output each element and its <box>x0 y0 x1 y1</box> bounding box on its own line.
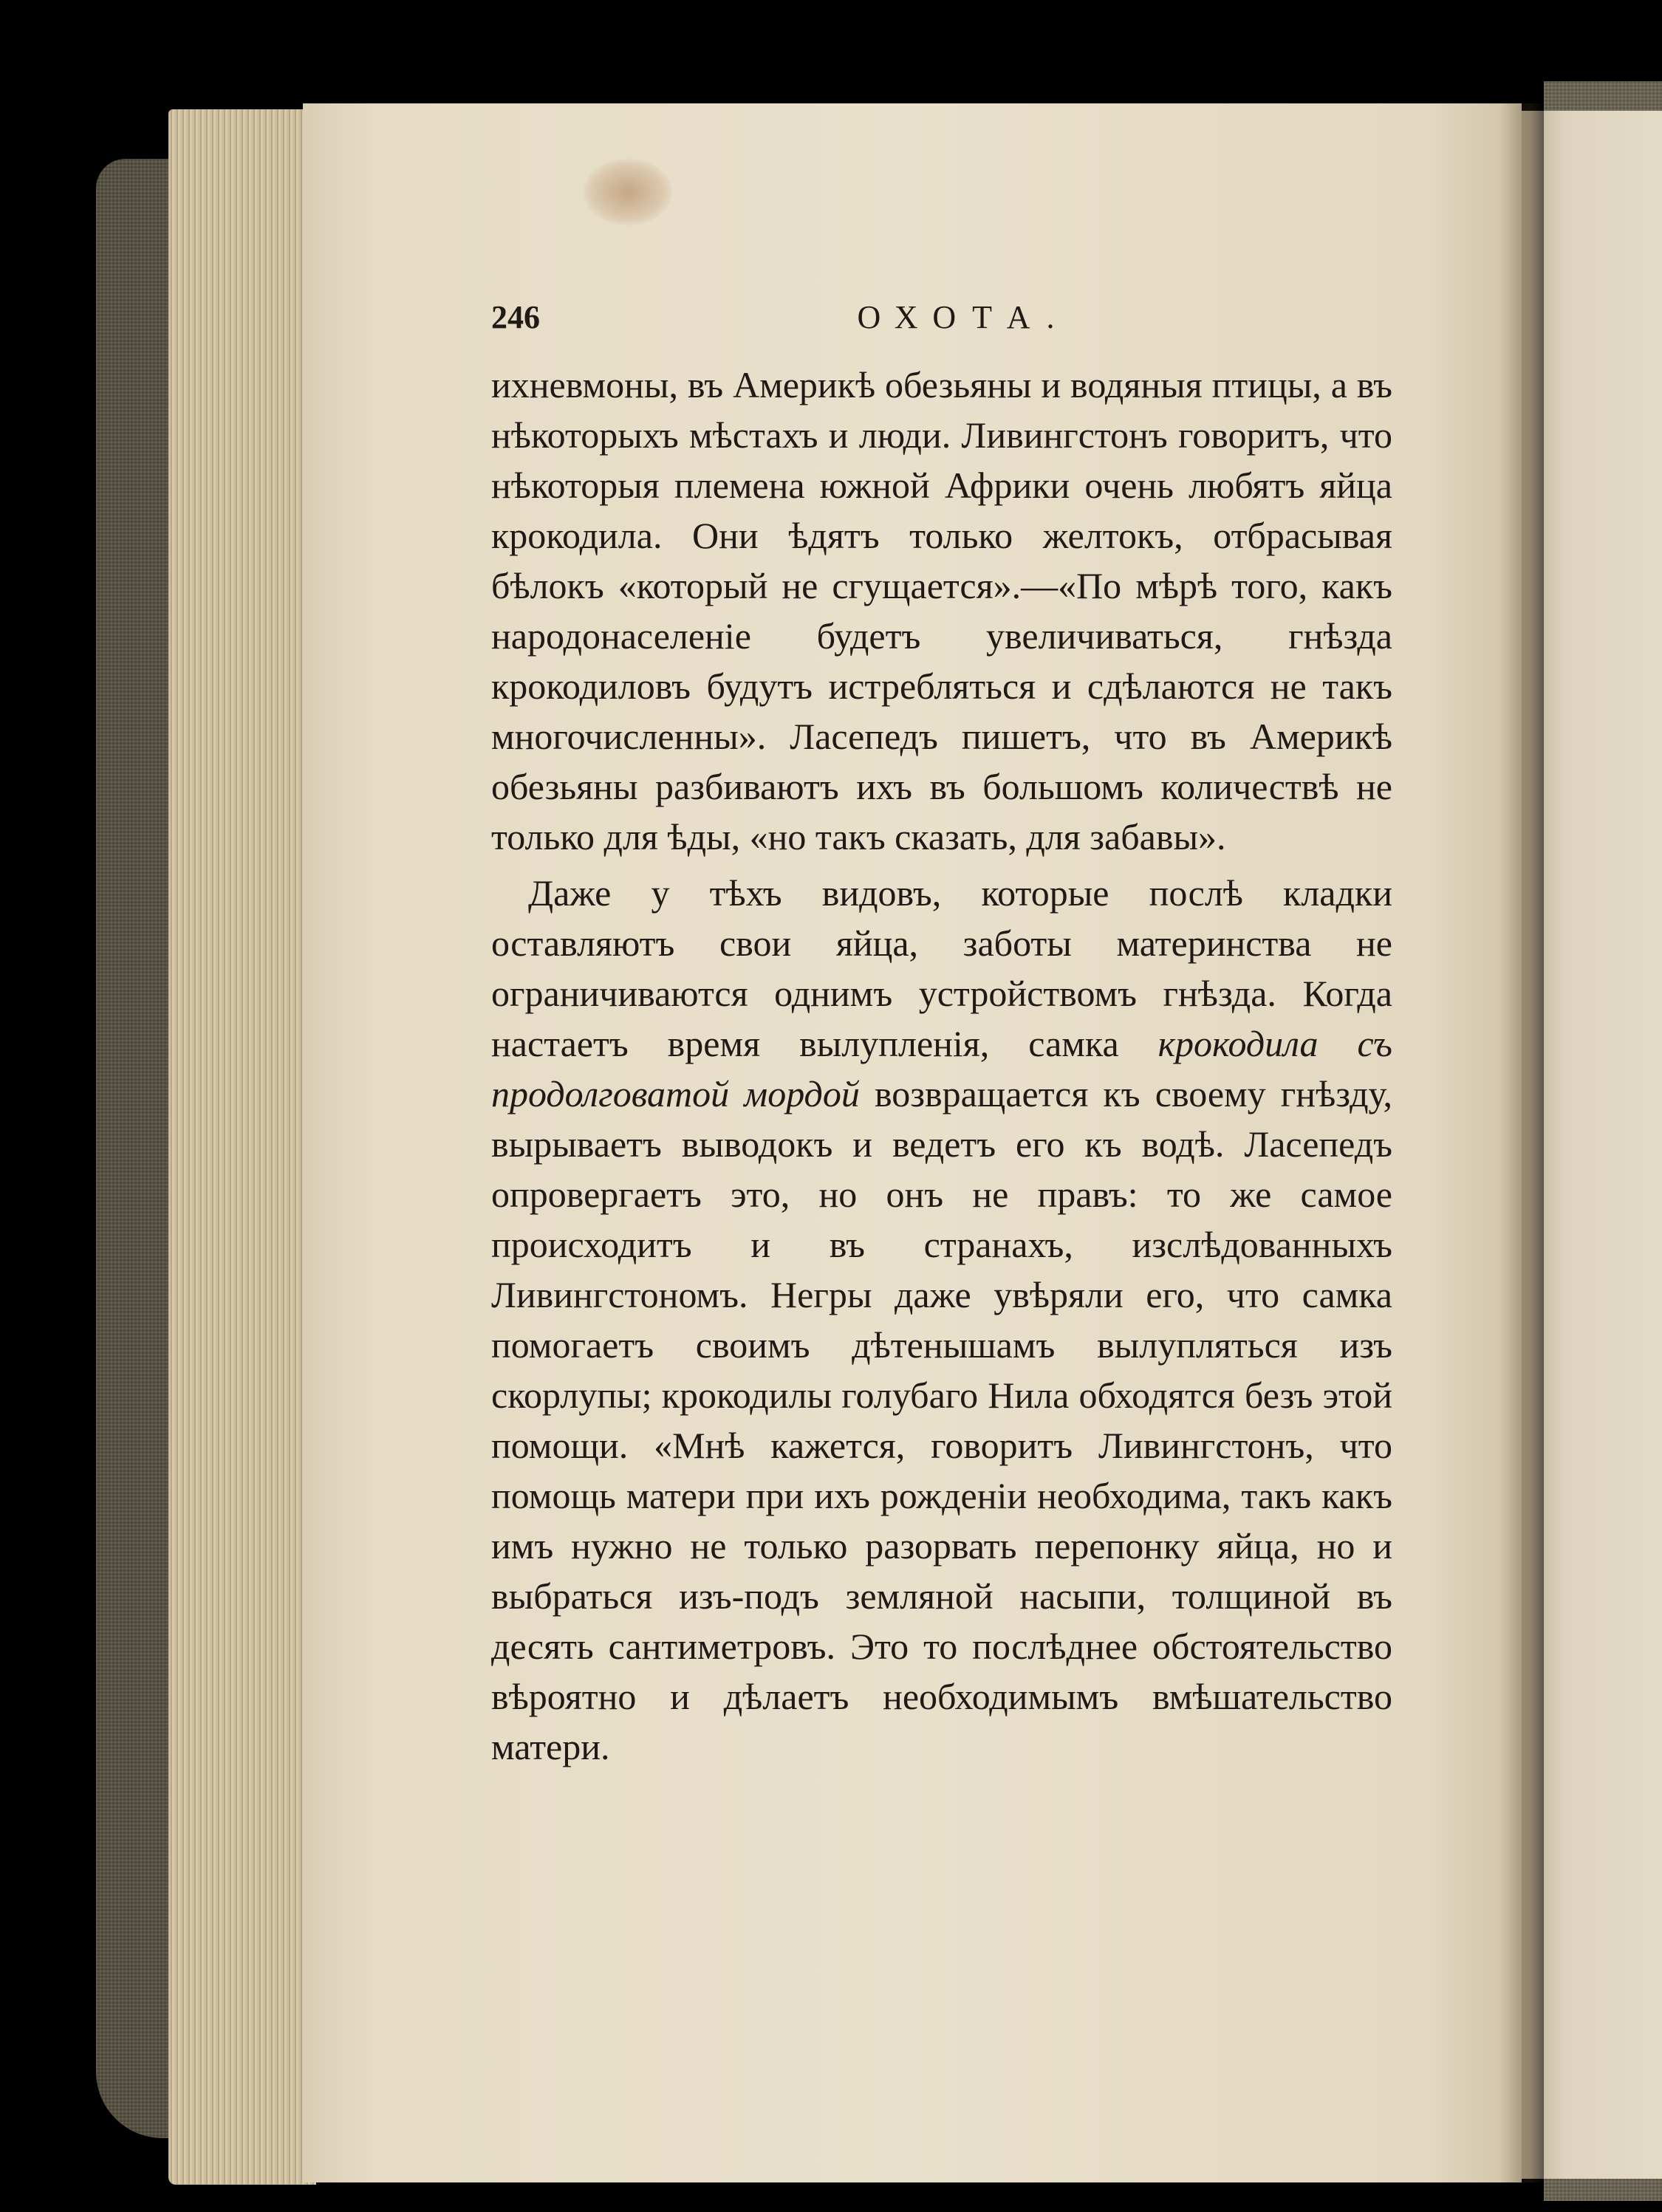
running-title: ОХОТА. <box>857 299 1071 335</box>
running-head <box>491 292 1392 343</box>
paragraph-2-start: Даже у тѣхъ видовъ, которые послѣ кладки оставляютъ свои яйца, заботы материнства не ограничиваются однимъ устройствомъ гнѣзда. Когда настаетъ время вылупленія, самка <box>491 872 1392 1064</box>
paragraph-2-end: возвращается къ своему гнѣзду, вырываетъ выводокъ и ведетъ его къ водѣ. Ласепедъ опровергаетъ это, но онъ не правъ: то же самое происходитъ и въ странахъ, изслѣдованныхъ Ливингстономъ. Негры даже увѣряли его, что самка помогаетъ своимъ дѣтенышамъ вылуплятьcя изъ скорлупы; крокодилы голубаго Нила обходятся безъ этой помощи. «Мнѣ кажется, говоритъ Ливингстонъ, что помощь матери при ихъ рожденіи необходима, такъ какъ имъ нужно не только разорвать перепонку яйца, но и выбраться изъ-подъ земляной насыпи, толщиной въ десять сантиметровъ. Это то послѣднее обстоятельство вѣроятно и дѣлаетъ необходимымъ вмѣшательство матери. <box>491 1073 1392 1767</box>
page-number: 246 <box>491 299 540 335</box>
text-block <box>491 292 1392 1772</box>
page-edges <box>168 109 316 2185</box>
paragraph-1: ихневмоны, въ Америкѣ обезьяны и водяныя птицы, а въ нѣкоторыхъ мѣстахъ и люди. Ливингстонъ говоритъ, что нѣкоторыя племена южной Африки очень любятъ яйца крокодила. Они ѣдятъ только желтокъ, отбрасывая бѣлокъ «который не сгущается».—«По мѣрѣ того, какъ народонаселеніе будетъ увеличиваться, гнѣзда крокодиловъ будутъ истребляться и сдѣлаются не такъ многочисленны». Ласепедъ пишетъ, что въ Америкѣ обезьяны разбиваютъ ихъ въ большомъ количествѣ не только для ѣды, «но такъ сказать, для забавы». <box>491 364 1392 857</box>
page-stain <box>584 159 672 225</box>
gutter-shadow <box>1499 103 1544 2182</box>
paragraph-2-italic: крокодила съ продолговатой мордой <box>491 1023 1393 1114</box>
paragraph-2 <box>491 868 1392 1772</box>
